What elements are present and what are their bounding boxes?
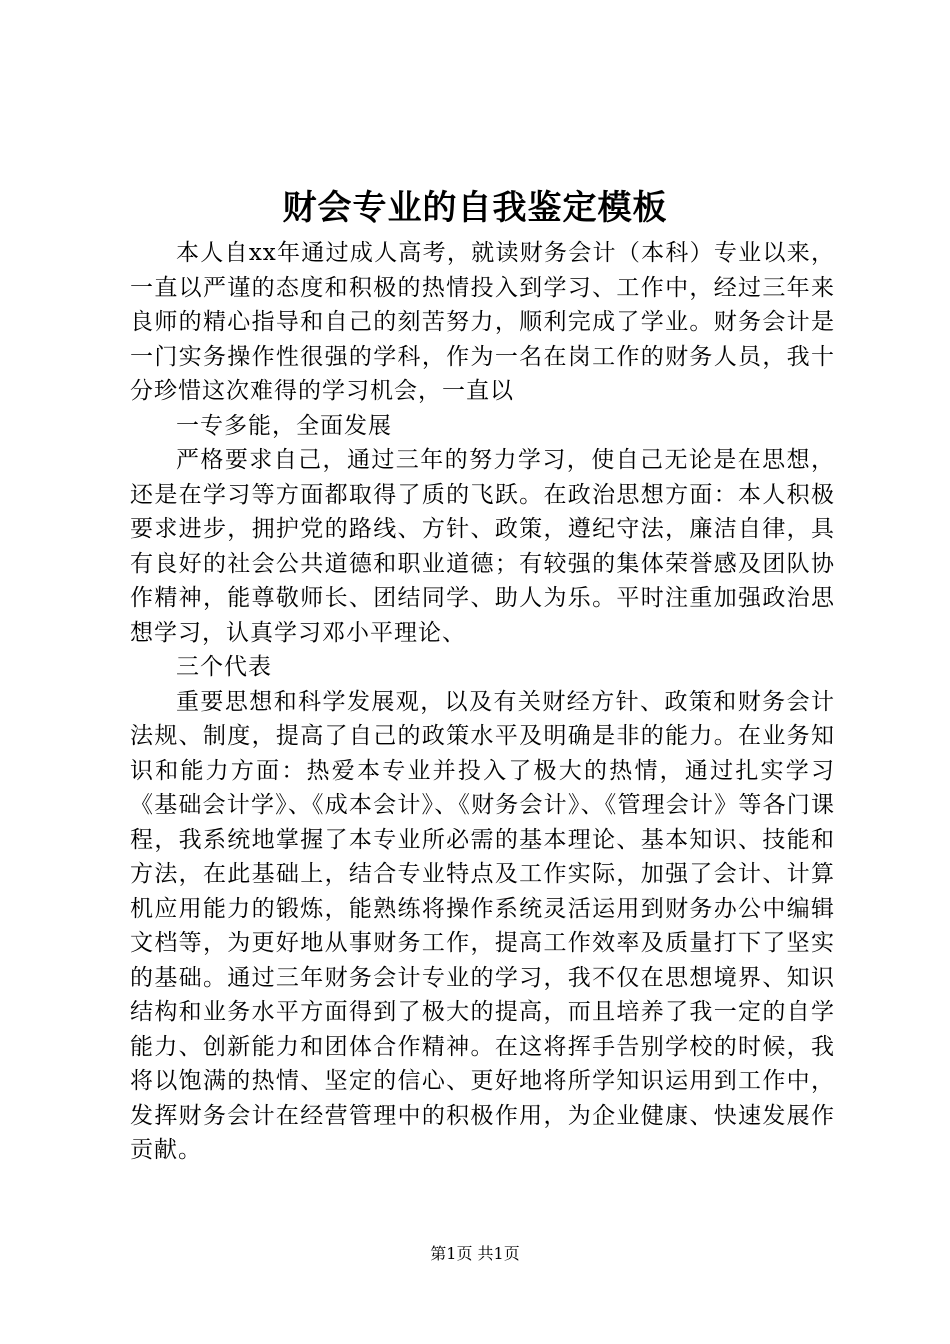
paragraph-professional: 重要思想和科学发展观，以及有关财经方针、政策和财务会计法规、制度，提高了自己的政策水平及明确是非的能力。在业务知识和能力方面：热爱本专业并投入了极大的热情，通过扎实学习《基础会计学》、《成本会计》、《财务会计》、《管理会计》等各门课程，我系统地掌握了本专业所必需的基本理论、基本知识、技能和方法，在此基础上，结合专业特点及工作实际，加强了会计、计算机应用能力的锻炼，能熟练将操作系统灵活运用到财务办公中编辑文档等，为更好地从事财务工作，提高工作效率及质量打下了坚实的基础。通过三年财务会计专业的学习，我不仅在思想境界、知识结构和业务水平方面得到了极大的提高，而且培养了我一定的自学能力、创新能力和团体合作精神。在这将挥手告别学校的时候，我将以饱满的热情、坚定的信心、更好地将所学知识运用到工作中，发挥财务会计在经营管理中的积极作用，为企业健康、快速发展作贡献。 <box>130 688 835 1163</box>
paragraph-intro: 本人自xx年通过成人高考，就读财务会计（本科）专业以来，一直以严谨的态度和积极的热情投入到学习、工作中，经过三年来良师的精心指导和自己的刻苦努力，顺利完成了学业。财务会计是一门实务操作性很强的学科，作为一名在岗工作的财务人员，我十分珍惜这次难得的学习机会，一直以 <box>130 240 835 404</box>
page-number-footer: 第1页 共1页 <box>430 1244 520 1263</box>
paragraph-three-represents: 三个代表 <box>176 654 272 680</box>
document-body <box>130 236 835 1168</box>
paragraph-motto: 一专多能，全面发展 <box>176 412 392 439</box>
paragraph-political: 严格要求自己，通过三年的努力学习，使自己无论是在思想，还是在学习等方面都取得了质的飞跃。在政治思想方面：本人积极要求进步，拥护党的路线、方针、政策，遵纪守法，廉洁自律，具有良好的社会公共道德和职业道德；有较强的集体荣誉感及团队协作精神，能尊敬师长、团结同学、助人为乐。平时注重加强政治思想学习，认真学习邓小平理论、 <box>130 447 835 646</box>
document-title: 财会专业的自我鉴定模板 <box>282 188 668 228</box>
